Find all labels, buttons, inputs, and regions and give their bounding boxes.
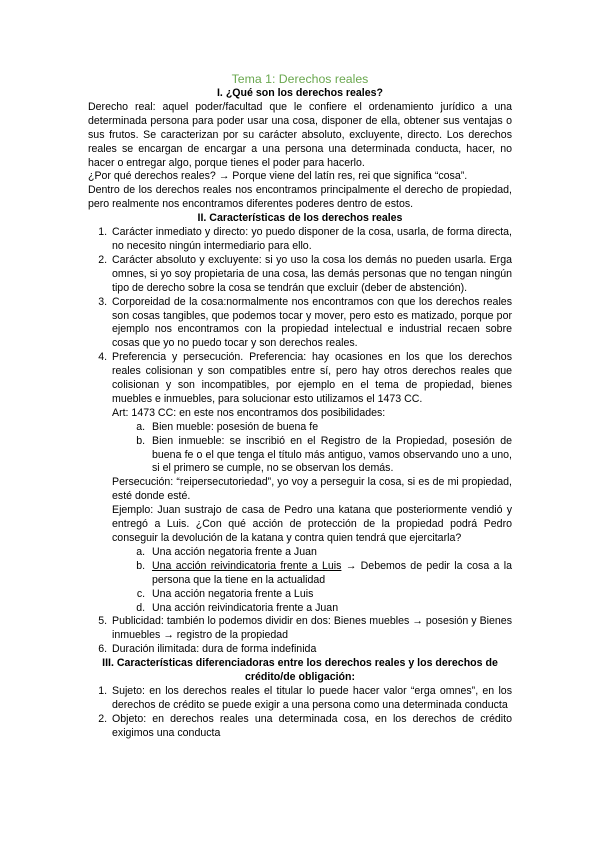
list-item: b. Bien inmueble: se inscribió en el Registro de la Propiedad, posesión de buena fe o el que tenga el título más antiguo, vamos observando uno a uno, si el primero se cumple, no se observan los demás. [148, 435, 512, 477]
section-3-heading: III. Características diferenciadoras entre los derechos reales y los derechos de crédito/de obligación: [102, 657, 498, 684]
definition-paragraph: Derecho real: aquel poder/facultad que le confiere el ordenamiento jurídico a una determinada persona para poder usar una cosa, disponer de ella, obtener sus ventajas o sus frutos. Se caracterizan por su carácter absoluto, excluyente, directo. Los derechos reales se encargan de encargar a una persona una determinada conducta, hacer, no hacer o entregar algo, porque tienes el poder para hacerlo. [88, 100, 512, 169]
section-2-heading: II. Características de los derechos reales [197, 212, 403, 225]
list-item: 3. Corporeidad de la cosa:normalmente nos encontramos con que los derechos reales son cosas tangibles, que podemos tocar y mover, pero esto es matizado, porque por ejemplo nos encontramos con la propiedad intelectual e industrial recaen sobre cosas que yo no puedo tocar y son derechos reales. [110, 296, 512, 352]
differences-list [88, 685, 512, 741]
list-item: a. Una acción negatoria frente a Juan [148, 546, 512, 560]
art-options-list [112, 421, 512, 477]
characteristics-list [88, 226, 512, 657]
list-item: c. Una acción negatoria frente a Luis [148, 588, 512, 602]
etymology-paragraph: ¿Por qué derechos reales? → Porque viene del latín res, rei que significa “cosa”. [88, 170, 468, 183]
art-1473-intro: Art: 1473 CC: en este nos encontramos dos posibilidades: [112, 406, 386, 419]
scope-paragraph: Dentro de los derechos reales nos encontramos principalmente el derecho de propiedad, pero realmente nos encontramos diferentes poderes dentro de estos. [88, 184, 512, 211]
list-item: 5. Publicidad: también lo podemos dividir en dos: Bienes muebles → posesión y Bienes inmuebles → registro de la propiedad [110, 615, 512, 643]
list-item: 2. Carácter absoluto y excluyente: si yo uso la cosa los demás no pueden usarla. Erga omnes, si yo soy propietaria de una cosa, las demás personas que no tengan ningún tipo de derecho sobre la cosa se tendrán que excluir (deber de abstención). [110, 254, 512, 296]
example-paragraph: Ejemplo: Juan sustrajo de casa de Pedro una katana que posteriormente vendió y entregó a Luis. ¿Con qué acción de protección de la propiedad podrá Pedro conseguir la devolución de la katana y contra quien tendrá que ejercitarla? [112, 504, 512, 544]
underlined-answer: Una acción reivindicatoria frente a Luis [152, 559, 342, 572]
example-options-list [112, 546, 512, 616]
list-item: b. Una acción reivindicatoria frente a Luis → Debemos de pedir la cosa a la persona que la tiene en la actualidad [148, 560, 512, 588]
list-item: 1. Sujeto: en los derechos reales el titular lo puede hacer valor “erga omnes”, en los derechos de crédito se puede exigir a una persona como una determinada conducta [110, 685, 512, 713]
list-item: a. Bien mueble: posesión de buena fe [148, 421, 512, 435]
section-1-heading: I. ¿Qué son los derechos reales? [216, 87, 384, 99]
list-item: 1. Carácter inmediato y directo: yo puedo disponer de la cosa, usarla, de forma directa, no necesito ningún intermediario para ello. [110, 226, 512, 254]
list-item: 2. Objeto: en derechos reales una determinada cosa, en los derechos de crédito exigimos una conducta [110, 713, 512, 741]
list-item: 4. Preferencia y persecución. Preferencia: hay ocasiones en los que los derechos reales colisionan y son compatibles entre sí, pero hay otros derechos reales que colisionan y son incompatibles, por ejemplo en el tema de propiedad, bienes muebles e inmuebles, para solucionar esto utilizamos el 1473 CC. Art: 1473 CC: en este nos encontramos dos posibilidades: a. Bien mueble: posesión de buena fe b. Bien inmueble: se inscribió en el Registro de la Propiedad, posesión de buena fe o el que tenga el título más antiguo, vamos observando uno a uno, si el primero se cumple, no se observan los demás. Persecución: “reipersecutoriedad”, yo voy a perseguir la cosa, si es de mi propiedad, esté donde esté. Ejemplo: Juan sustrajo de casa de Pedro una katana que posteriormente vendió y entregó a Luis. ¿Con qué acción de protección de la propiedad podrá Pedro conseguir la devolución de la katana y contra quien tendrá que ejercitarla? a. Una acción negatoria frente a Juan b. Una acción reivindicatoria frente a Luis → Debemos de pedir la cosa a la persona que la tiene en la actualidad c. Una acción negatoria frente a Luis d. Una acción reivindicatoria frente a Juan [110, 351, 512, 615]
list-item: d. Una acción reivindicatoria frente a Juan [148, 602, 512, 616]
list-item: 6. Duración ilimitada: dura de forma indefinida [110, 643, 512, 657]
document-title: Tema 1: Derechos reales [231, 72, 369, 86]
persecucion-paragraph: Persecución: “reipersecutoriedad”, yo voy a perseguir la cosa, si es de mi propiedad, esté donde esté. [112, 476, 512, 503]
